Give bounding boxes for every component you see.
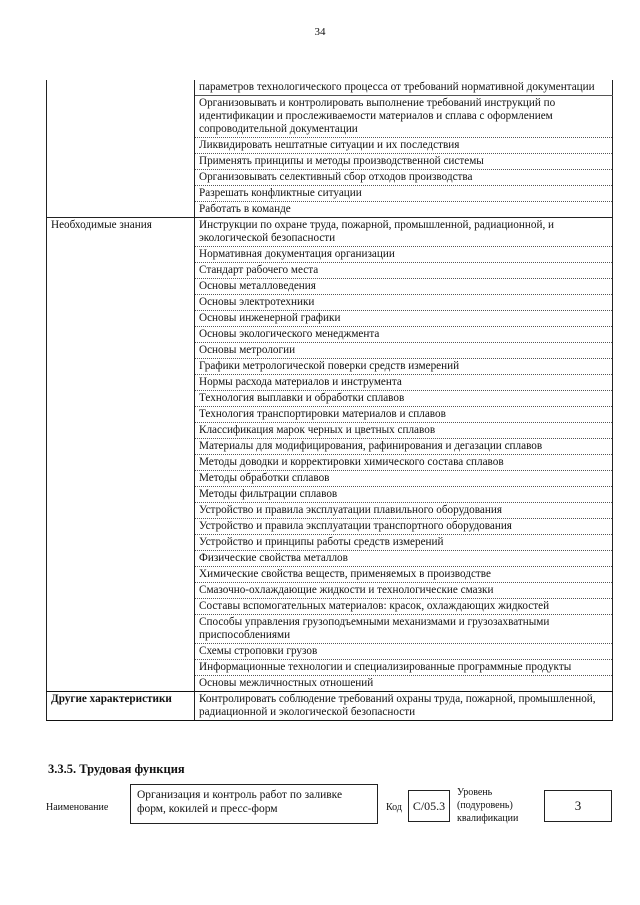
row-text-cell: Основы металловедения xyxy=(195,279,613,295)
row-text-cell: Методы доводки и корректировки химического состава сплавов xyxy=(195,455,613,471)
row-label-cell xyxy=(47,327,195,343)
row-text-cell: Основы межличностных отношений xyxy=(195,676,613,692)
row-label-cell xyxy=(47,423,195,439)
row-label-cell xyxy=(47,455,195,471)
labor-function-row xyxy=(46,784,616,830)
table-row xyxy=(47,96,613,138)
row-label-cell xyxy=(47,535,195,551)
row-label-cell xyxy=(47,391,195,407)
row-label-cell xyxy=(47,154,195,170)
requirements-table xyxy=(46,80,613,721)
row-label-cell xyxy=(47,471,195,487)
row-label-cell xyxy=(47,186,195,202)
row-label-cell xyxy=(47,644,195,660)
row-text-cell: Информационные технологии и специализированные программные продукты xyxy=(195,660,613,676)
row-label-cell xyxy=(47,96,195,138)
other-characteristics-label: Другие характеристики xyxy=(47,692,195,721)
row-text-cell: Нормы расхода материалов и инструмента xyxy=(195,375,613,391)
row-text-cell: Ликвидировать нештатные ситуации и их последствия xyxy=(195,138,613,154)
table-row xyxy=(47,615,613,644)
row-text-cell: Нормативная документация организации xyxy=(195,247,613,263)
row-label-cell xyxy=(47,503,195,519)
row-text-cell: Способы управления грузоподъемными механизмами и грузозахватными приспособлениями xyxy=(195,615,613,644)
row-text-cell: параметров технологического процесса от требований нормативной документации xyxy=(195,80,613,96)
table-row xyxy=(47,551,613,567)
table-row xyxy=(47,247,613,263)
row-label-cell xyxy=(47,407,195,423)
row-label-cell xyxy=(47,138,195,154)
row-label-cell xyxy=(47,660,195,676)
row-text-cell: Устройство и правила эксплуатации транспортного оборудования xyxy=(195,519,613,535)
table-row xyxy=(47,327,613,343)
table-row xyxy=(47,583,613,599)
row-text-cell: Основы экологического менеджмента xyxy=(195,327,613,343)
table-row xyxy=(47,359,613,375)
table-row xyxy=(47,202,613,218)
table-row xyxy=(47,676,613,692)
name-label: Наименование xyxy=(46,802,109,813)
table-row xyxy=(47,535,613,551)
table-row xyxy=(47,391,613,407)
qualification-level-box: 3 xyxy=(544,790,612,822)
section-title: 3.3.5. Трудовая функция xyxy=(48,762,185,776)
row-text-cell: Графики метрологической поверки средств измерений xyxy=(195,359,613,375)
function-name-box: Организация и контроль работ по заливке форм, кокилей и пресс-форм xyxy=(130,784,378,824)
row-text-cell: Основы инженерной графики xyxy=(195,311,613,327)
row-label-cell xyxy=(47,583,195,599)
row-text-cell: Стандарт рабочего места xyxy=(195,263,613,279)
row-label-cell xyxy=(47,676,195,692)
row-label-cell xyxy=(47,170,195,186)
row-label-cell xyxy=(47,439,195,455)
row-label-cell xyxy=(47,551,195,567)
table-row xyxy=(47,503,613,519)
table-row xyxy=(47,567,613,583)
row-text-cell: Работать в команде xyxy=(195,202,613,218)
table-row xyxy=(47,692,613,721)
table-row xyxy=(47,644,613,660)
row-text-cell: Разрешать конфликтные ситуации xyxy=(195,186,613,202)
table-row xyxy=(47,218,613,247)
row-label-cell xyxy=(47,487,195,503)
table-row xyxy=(47,375,613,391)
row-label-cell xyxy=(47,311,195,327)
row-text-cell: Устройство и правила эксплуатации плавильного оборудования xyxy=(195,503,613,519)
table-row xyxy=(47,154,613,170)
row-label-cell xyxy=(47,80,195,96)
row-label-cell xyxy=(47,202,195,218)
row-text-cell: Схемы строповки грузов xyxy=(195,644,613,660)
row-text-cell: Применять принципы и методы производственной системы xyxy=(195,154,613,170)
table-row xyxy=(47,519,613,535)
table-row xyxy=(47,343,613,359)
row-label-cell xyxy=(47,359,195,375)
qualification-level-label xyxy=(457,786,535,825)
row-text-cell: Методы фильтрации сплавов xyxy=(195,487,613,503)
row-text-cell: Организовывать и контролировать выполнение требований инструкций по идентификации и прослеживаемости материалов и сплава с оформлением сопроводительной документации xyxy=(195,96,613,138)
row-label-cell xyxy=(47,375,195,391)
row-text-cell: Классификация марок черных и цветных сплавов xyxy=(195,423,613,439)
table-row xyxy=(47,660,613,676)
function-code-box: С/05.3 xyxy=(408,790,450,822)
page-number: 34 xyxy=(314,26,326,38)
row-text-cell: Методы обработки сплавов xyxy=(195,471,613,487)
row-label-cell xyxy=(47,343,195,359)
table-row xyxy=(47,295,613,311)
row-text-cell: Смазочно-охлаждающие жидкости и технологические смазки xyxy=(195,583,613,599)
row-text-cell: Основы метрологии xyxy=(195,343,613,359)
table-row xyxy=(47,439,613,455)
row-text-cell: Организовывать селективный сбор отходов производства xyxy=(195,170,613,186)
table-row xyxy=(47,407,613,423)
row-label-cell xyxy=(47,615,195,644)
row-text-cell: Контролировать соблюдение требований охраны труда, пожарной, промышленной, радиационной и экологической безопасности xyxy=(195,692,613,721)
row-label-cell xyxy=(47,247,195,263)
table-row xyxy=(47,423,613,439)
code-label: Код xyxy=(386,802,402,813)
table-row xyxy=(47,186,613,202)
row-text-cell: Составы вспомогательных материалов: красок, охлаждающих жидкостей xyxy=(195,599,613,615)
row-text-cell: Технология выплавки и обработки сплавов xyxy=(195,391,613,407)
row-label-cell xyxy=(47,263,195,279)
table-row xyxy=(47,138,613,154)
table-row xyxy=(47,170,613,186)
row-text-cell: Химические свойства веществ, применяемых в производстве xyxy=(195,567,613,583)
table-row xyxy=(47,311,613,327)
table-row xyxy=(47,487,613,503)
row-text-cell: Устройство и принципы работы средств измерений xyxy=(195,535,613,551)
row-label-cell xyxy=(47,567,195,583)
row-label-cell xyxy=(47,599,195,615)
table-row xyxy=(47,599,613,615)
qualification-level-label-text: Уровень (подуровень) квалификации xyxy=(457,787,519,824)
table-row xyxy=(47,471,613,487)
table-row xyxy=(47,279,613,295)
row-text-cell: Инструкции по охране труда, пожарной, промышленной, радиационной, и экологической безопасности xyxy=(195,218,613,247)
row-label-cell xyxy=(47,279,195,295)
row-text-cell: Материалы для модифицирования, рафинирования и дегазации сплавов xyxy=(195,439,613,455)
knowledge-label: Необходимые знания xyxy=(47,218,195,247)
row-text-cell: Физические свойства металлов xyxy=(195,551,613,567)
row-label-cell xyxy=(47,519,195,535)
table-row xyxy=(47,263,613,279)
table-row xyxy=(47,80,613,96)
row-label-cell xyxy=(47,295,195,311)
row-text-cell: Технология транспортировки материалов и сплавов xyxy=(195,407,613,423)
table-row xyxy=(47,455,613,471)
row-text-cell: Основы электротехники xyxy=(195,295,613,311)
